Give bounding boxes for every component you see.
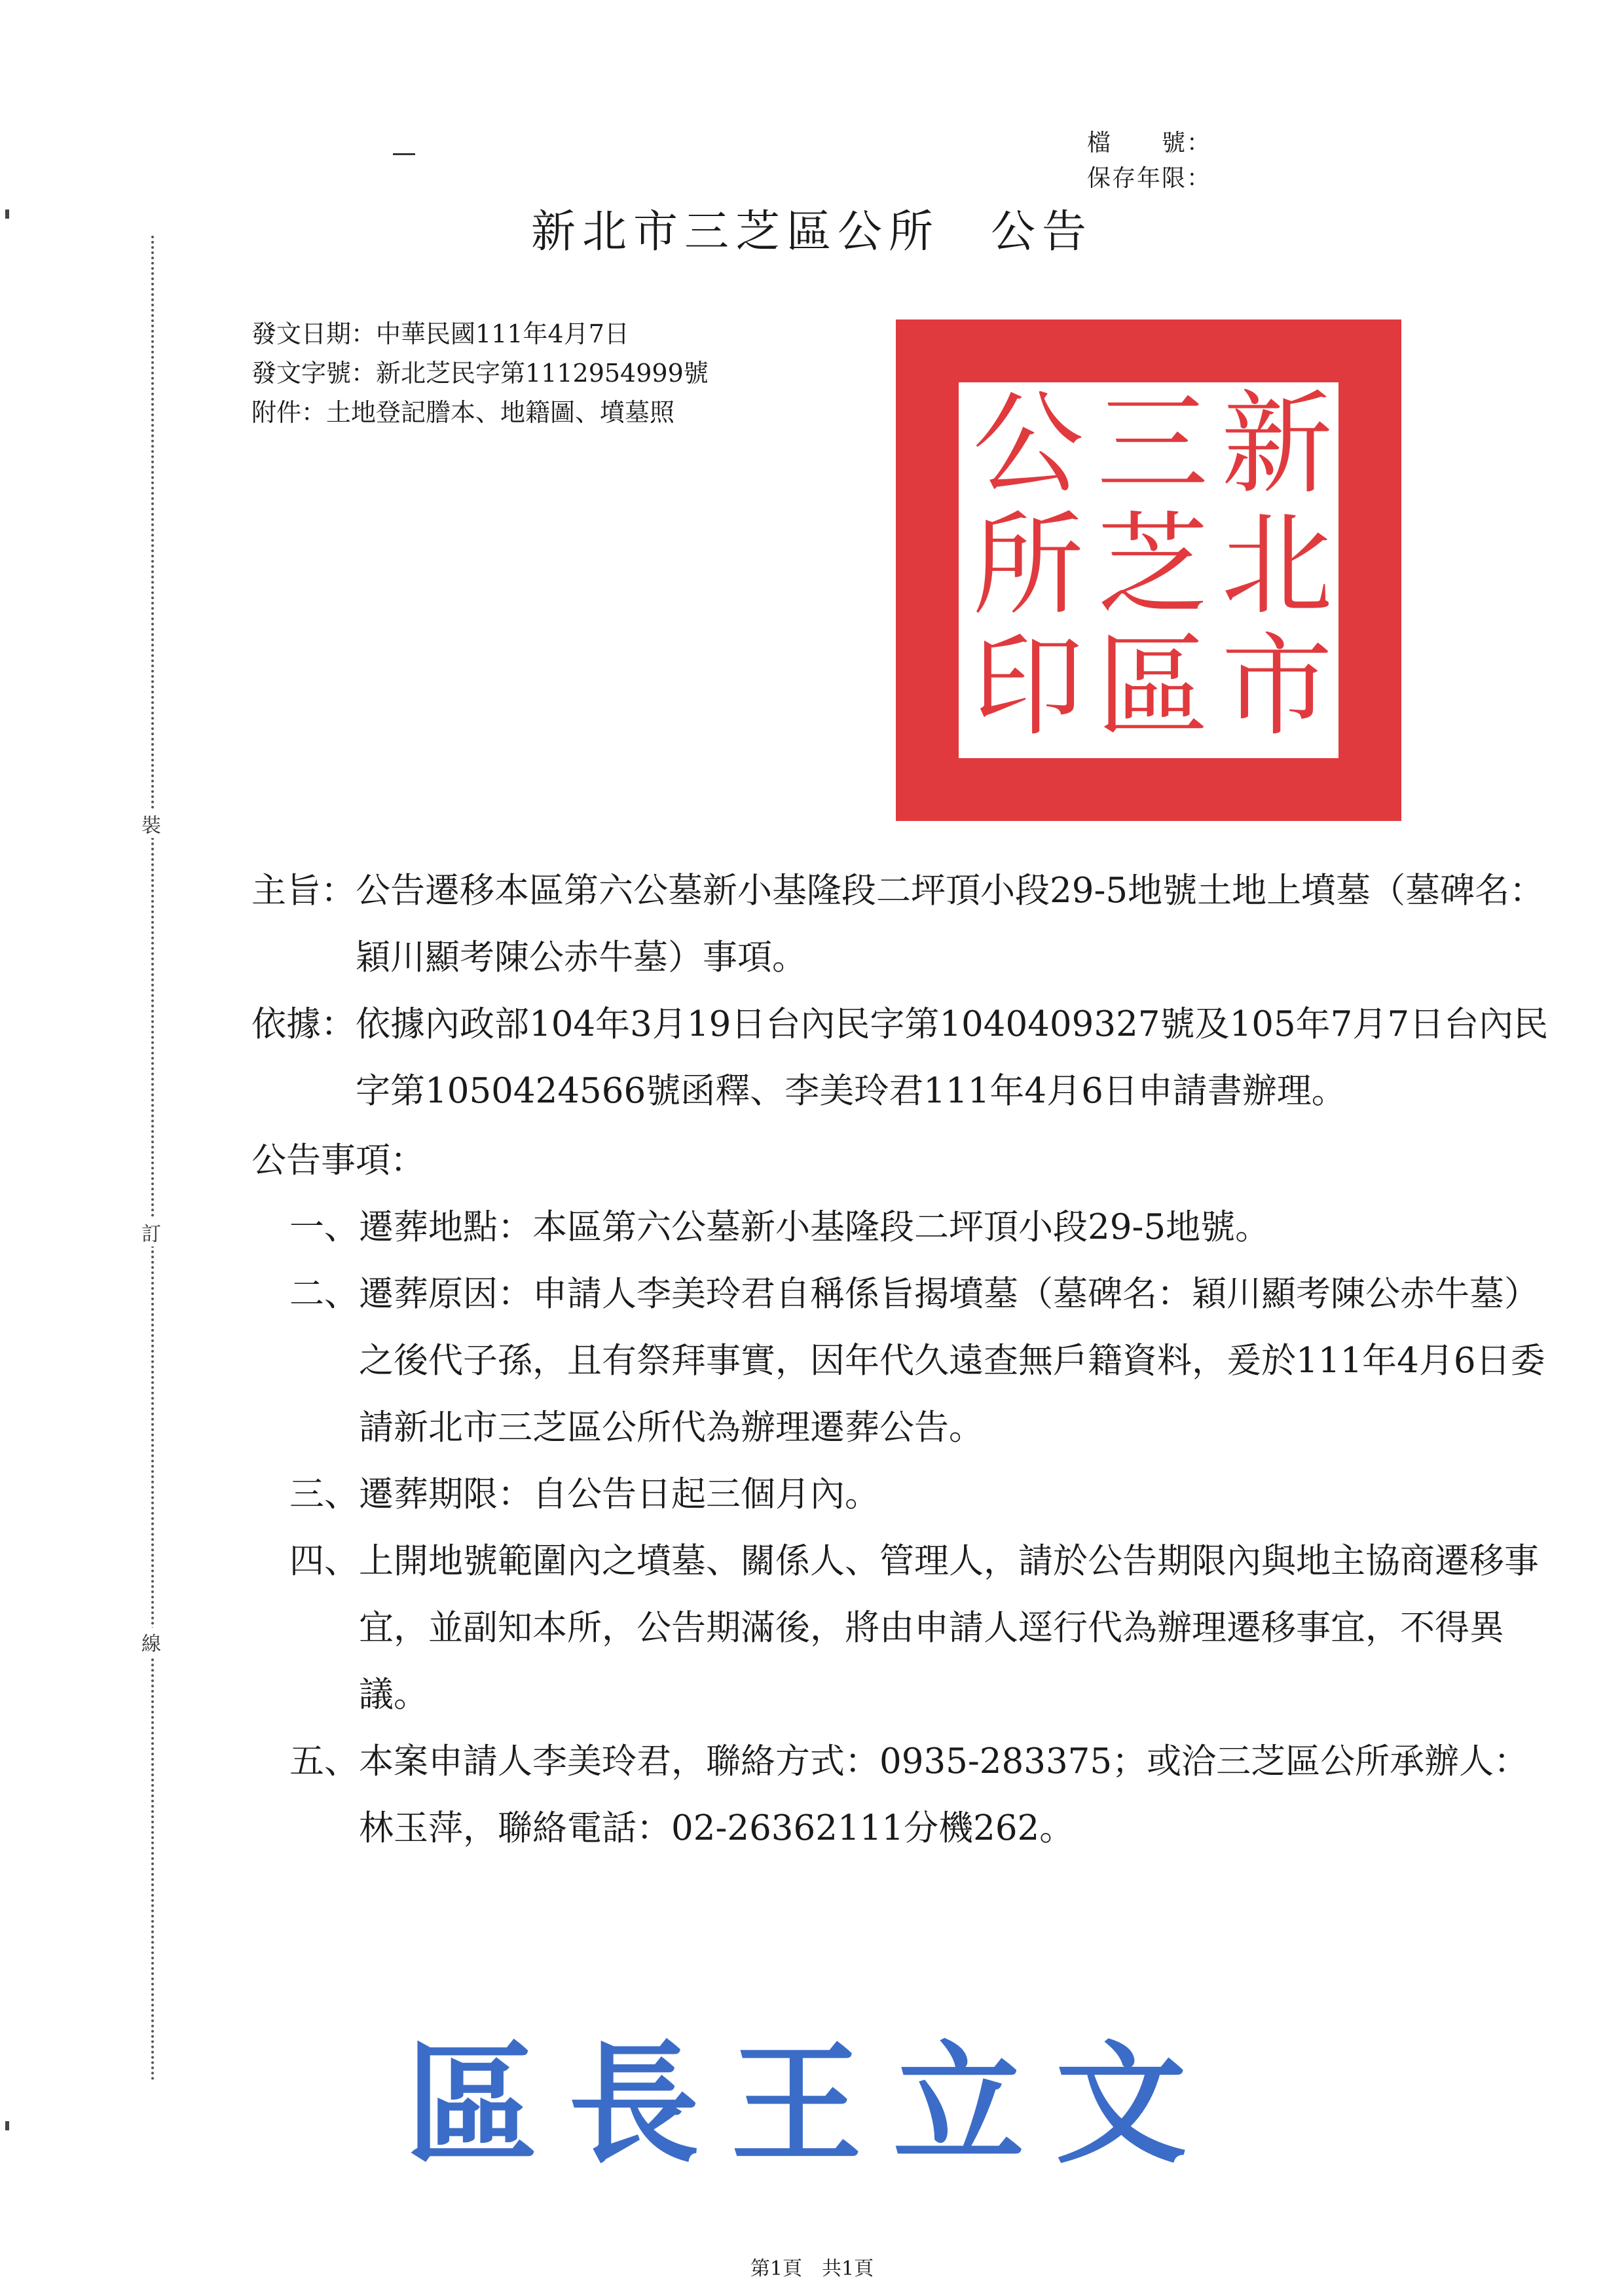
item-number: 二、 <box>289 1274 359 1314</box>
archive-info <box>1087 126 1211 196</box>
matters-heading: 公告事項： <box>251 1140 425 1180</box>
seal-glyph: 芝 <box>1096 501 1208 630</box>
item-number: 四、 <box>289 1541 359 1581</box>
seal-glyph: 所 <box>972 501 1084 630</box>
document-meta <box>251 314 709 432</box>
list-item <box>251 1261 1555 1461</box>
list-item <box>251 1461 1555 1528</box>
issue-date: 發文日期：中華民國111年4月7日 <box>251 319 629 348</box>
attachments: 附件：土地登記謄本、地籍圖、墳墓照 <box>251 398 675 427</box>
item-text: 本案申請人李美玲君，聯絡方式：0935-283375；或洽三芝區公所承辦人：林玉萍，聯絡電話：02-26362111分機262。 <box>359 1741 1529 1848</box>
basis-heading: 依據： <box>251 1004 356 1044</box>
item-number: 三、 <box>289 1474 359 1514</box>
seal-glyph: 公 <box>972 380 1084 509</box>
file-number-label: 檔 號： <box>1087 130 1212 156</box>
seal-glyph: 新 <box>1221 380 1333 509</box>
official-seal <box>896 319 1401 821</box>
seal-glyph: 北 <box>1221 501 1333 630</box>
seal-glyph: 市 <box>1221 622 1333 752</box>
item-text: 遷葬期限：自公告日起三個月內。 <box>359 1474 879 1514</box>
list-item <box>251 1194 1555 1261</box>
list-item <box>251 1728 1555 1862</box>
subject-text: 公告遷移本區第六公墓新小基隆段二坪頂小段29-5地號土地上墳墓（墓碑名：穎川顯考陳公赤牛墓）事項。 <box>356 871 1545 977</box>
basis-paragraph <box>251 991 1555 1125</box>
basis-text: 依據內政部104年3月19日台內民字第1040409327號及105年7月7日台內民字第1050424566號函釋、李美玲君111年4月6日申請書辦理。 <box>356 1004 1549 1111</box>
announcement-body <box>251 858 1555 1862</box>
item-number: 五、 <box>289 1741 359 1781</box>
subject-paragraph <box>251 858 1555 991</box>
page-footer: 第1頁 共1頁 <box>750 2257 874 2280</box>
list-item <box>251 1528 1555 1728</box>
document-number: 發文字號：新北芝民字第1112954999號 <box>251 359 709 388</box>
retention-label: 保存年限： <box>1087 165 1212 192</box>
seal-glyph: 三 <box>1096 380 1208 509</box>
item-text: 上開地號範圍內之墳墓、關係人、管理人，請於公告期限內與地主協商遷移事宜，並副知本所，公告期滿後，將由申請人逕行代為辦理遷移事宜，不得異議。 <box>359 1541 1539 1715</box>
director-signature-stamp: 區長王立文 <box>405 2028 1218 2181</box>
binding-mark-zhuang: 裝 <box>128 809 174 838</box>
binding-line <box>151 236 154 2082</box>
seal-glyph: 印 <box>972 622 1084 752</box>
seal-inner <box>955 378 1342 762</box>
seal-glyph: 區 <box>1096 622 1208 752</box>
item-text: 遷葬原因：申請人李美玲君自稱係旨揭墳墓（墓碑名：穎川顯考陳公赤牛墓）之後代子孫，且有祭拜事實，因年代久遠查無戶籍資料，爰於111年4月6日委請新北市三芝區公所代為辦理遷葬公告。 <box>359 1274 1545 1448</box>
subject-heading: 主旨： <box>251 871 356 911</box>
binding-mark-xian: 線 <box>128 1628 174 1656</box>
page-title: 新北市三芝區公所 公告 <box>530 206 1093 258</box>
header-dash <box>393 153 415 155</box>
item-text: 遷葬地點：本區第六公墓新小基隆段二坪頂小段29-5地號。 <box>359 1207 1270 1247</box>
item-number: 一、 <box>289 1207 359 1247</box>
binding-mark-ding: 訂 <box>128 1218 174 1247</box>
